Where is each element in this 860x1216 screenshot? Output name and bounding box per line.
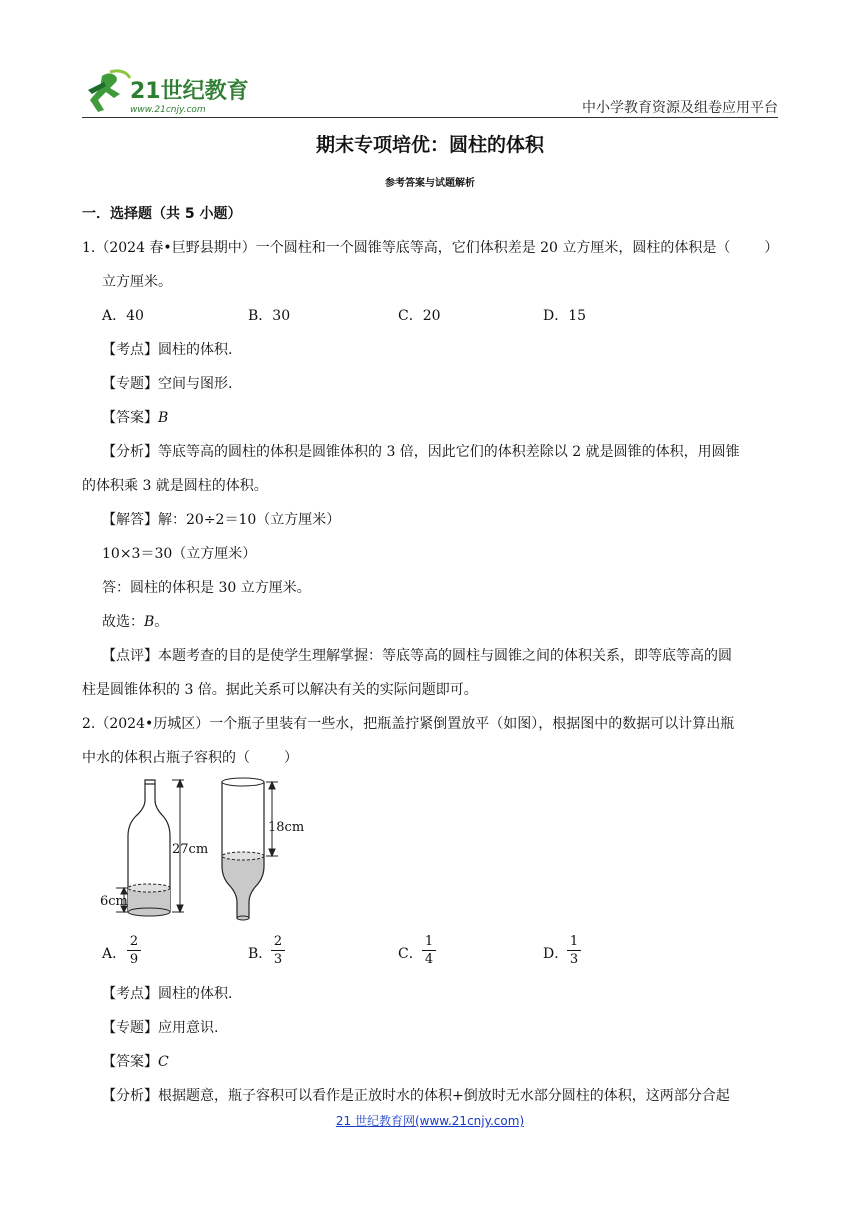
q2-fenxi-line1: 【分析】根据题意，瓶子容积可以看作是正放时水的体积+倒放时无水部分圆柱的体积，这两部分合起 xyxy=(102,1088,730,1104)
q2-option-d[interactable]: D． xyxy=(543,946,569,962)
q1-option-a[interactable]: A．40 xyxy=(102,308,144,324)
page-subtitle: 参考答案与试题解析 xyxy=(385,178,475,189)
q1-stem-line1: 1.（2024 春•巨野县期中）一个圆柱和一个圆锥等底等高，它们体积差是 20 立方厘米，圆柱的体积是（ ） xyxy=(82,240,779,256)
q2-kaodian: 【考点】圆柱的体积. xyxy=(102,986,233,1002)
label-27cm: 27cm xyxy=(172,842,209,857)
q1-jieda-line3: 答：圆柱的体积是 30 立方厘米。 xyxy=(102,580,311,596)
q1-option-b[interactable]: B．30 xyxy=(248,308,291,324)
q1-jieda-line1: 【解答】解：20÷2＝10（立方厘米） xyxy=(102,512,341,528)
q2-option-b-fraction: $\frac{2}{3}$ xyxy=(271,934,285,967)
bottle-inverted xyxy=(222,778,264,920)
q1-fenxi-line1: 【分析】等底等高的圆柱的体积是圆锥体积的 3 倍，因此它们的体积差除以 2 就是圆锥的体积，用圆锥 xyxy=(102,444,740,460)
q2-option-a-fraction: $\frac{2}{9}$ xyxy=(127,934,141,967)
q1-option-c[interactable]: C．20 xyxy=(398,308,441,324)
bottle-figure xyxy=(100,774,310,922)
q1-kaodian: 【考点】圆柱的体积. xyxy=(102,342,233,358)
q1-dianping-line2: 柱是圆锥体积的 3 倍。据此关系可以解决有关的实际问题即可。 xyxy=(82,682,478,698)
q1-dianping-line1: 【点评】本题考查的目的是使学生理解掌握：等底等高的圆柱与圆锥之间的体积关系，即等底等高的圆 xyxy=(102,648,732,664)
q2-answer: 【答案】C xyxy=(102,1054,169,1070)
q1-stem-line2: 立方厘米。 xyxy=(102,274,172,290)
q2-option-c[interactable]: C． xyxy=(398,946,423,962)
q1-answer-value: B xyxy=(158,410,169,426)
platform-text: 中小学教育资源及组卷应用平台 xyxy=(582,100,778,116)
page-title: 期末专项培优：圆柱的体积 xyxy=(315,134,544,156)
q1-fenxi-line2: 的体积乘 3 就是圆柱的体积。 xyxy=(82,478,268,494)
dimension-18 xyxy=(266,782,278,856)
q2-stem-line1: 2.（2024•历城区）一个瓶子里装有一些水，把瓶盖拧紧倒置放平（如图），根据图中的数据可以计算出瓶 xyxy=(82,716,735,732)
q1-jieda-line2: 10×3＝30（立方厘米） xyxy=(102,546,257,562)
footer-link[interactable]: 21 世纪教育网(www.21cnjy.com) xyxy=(335,1114,525,1128)
q2-answer-value: C xyxy=(158,1054,169,1070)
runner-icon xyxy=(90,74,120,112)
q2-stem-line2: 中水的体积占瓶子容积的（ ） xyxy=(82,750,298,766)
q1-guxuan: 故选：B。 xyxy=(102,614,169,630)
logo-text: 21世纪教育 xyxy=(130,79,249,104)
q1-option-d[interactable]: D．15 xyxy=(543,308,587,324)
q2-option-d-fraction: $\frac{1}{3}$ xyxy=(567,934,581,967)
q2-option-b[interactable]: B． xyxy=(248,946,273,962)
q1-zhuanti: 【专题】空间与图形. xyxy=(102,376,233,392)
q1-answer: 【答案】B xyxy=(102,410,169,426)
label-6cm: 6cm xyxy=(100,894,128,909)
logo-url: www.21cnjy.com xyxy=(130,105,206,115)
header-rule xyxy=(82,117,778,118)
q2-option-c-fraction: $\frac{1}{4}$ xyxy=(422,934,436,967)
label-18cm: 18cm xyxy=(268,820,305,835)
q2-zhuanti: 【专题】应用意识. xyxy=(102,1020,219,1036)
section-heading: 一．选择题（共 5 小题） xyxy=(82,206,242,222)
q2-option-a[interactable]: A． xyxy=(102,946,127,962)
logo xyxy=(80,68,270,118)
header xyxy=(0,0,860,120)
